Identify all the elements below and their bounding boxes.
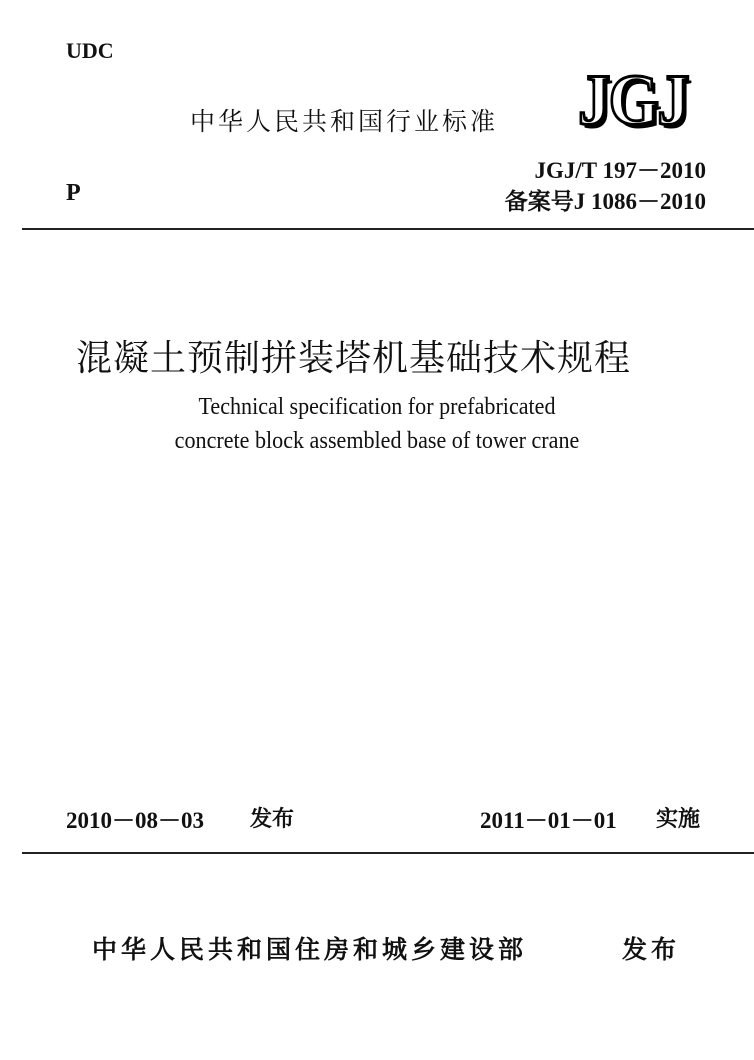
footer-divider: [22, 852, 754, 854]
title-en-line2: concrete block assembled base of tower crane: [174, 428, 580, 454]
publisher-label: 发布: [622, 935, 681, 964]
publisher-name: 中华人民共和国住房和城乡建设部: [92, 935, 528, 964]
title-zh: 混凝土预制拼装塔机基础技术规程: [76, 338, 632, 378]
issue-date: 2010－08－03: [66, 808, 204, 833]
standard-code: JGJ/T 197－2010: [534, 158, 706, 183]
title-en-line1: Technical specification for prefabricated: [198, 394, 556, 420]
effective-label: 实施: [656, 807, 701, 832]
category-label: P: [66, 180, 81, 206]
header-divider: [22, 228, 754, 230]
effective-date: 2011－01－01: [480, 808, 617, 833]
industry-standard-heading: 中华人民共和国行业标准: [190, 107, 499, 136]
issue-label: 发布: [250, 807, 295, 832]
udc-label: UDC: [66, 38, 114, 63]
record-number: 备案号J 1086－2010: [504, 189, 706, 214]
jgj-logo: JGJ: [578, 60, 688, 140]
